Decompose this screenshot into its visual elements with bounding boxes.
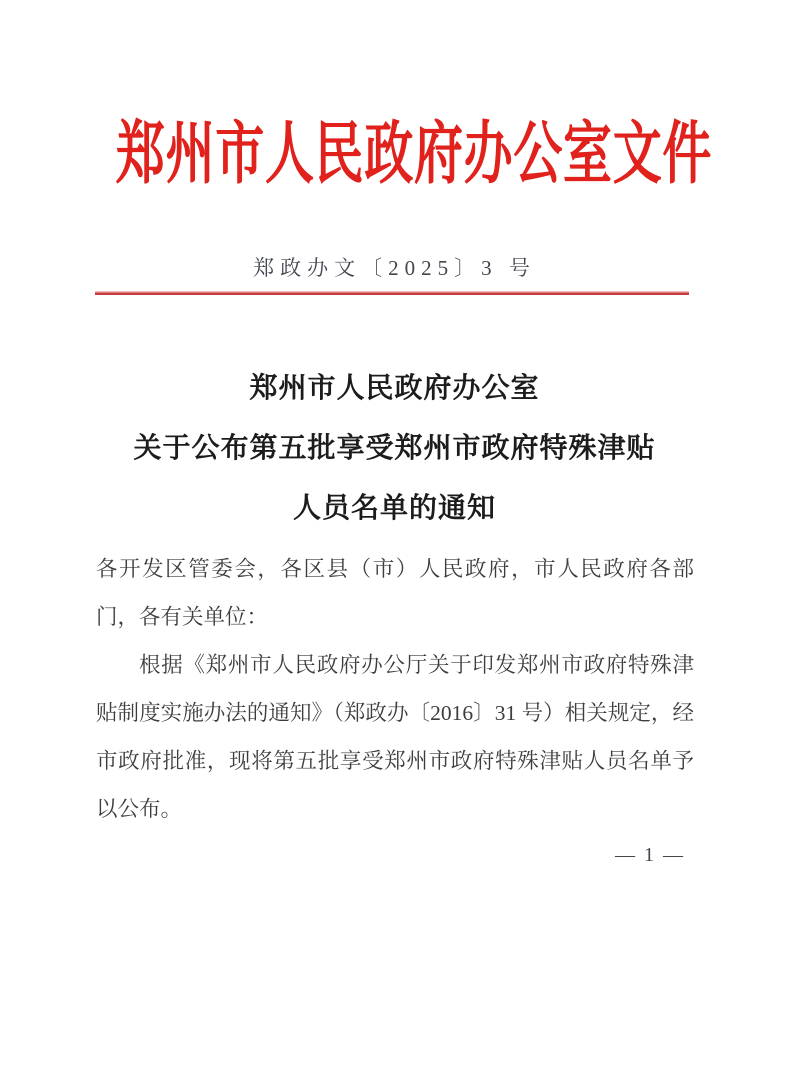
- document-reference-number: 郑政办文〔2025〕3 号: [253, 256, 536, 280]
- document-title-line-2: 关于公布第五批享受郑州市政府特殊津贴: [133, 433, 656, 464]
- page-number: — 1 —: [615, 844, 685, 866]
- addressee-salutation: 各开发区管委会，各区县（市）人民政府，市人民政府各部门，各有关单位：: [96, 557, 694, 629]
- body-paragraph: 根据《郑州市人民政府办公厅关于印发郑州市政府特殊津贴制度实施办法的通知》（郑政办〔2016〕31 号）相关规定，经市政府批准，现将第五批享受郑州市政府特殊津贴人员名单予以公布。: [96, 653, 694, 821]
- document-letterhead: [0, 116, 789, 192]
- issuing-org-title: 郑州市人民政府办公室文件: [115, 116, 713, 192]
- document-title-line-1: 郑州市人民政府办公室: [249, 373, 540, 404]
- document-body: [96, 545, 694, 833]
- document-title-line-3: 人员名单的通知: [292, 493, 496, 524]
- document-title: [0, 359, 789, 539]
- letterhead-divider-line: [95, 291, 689, 295]
